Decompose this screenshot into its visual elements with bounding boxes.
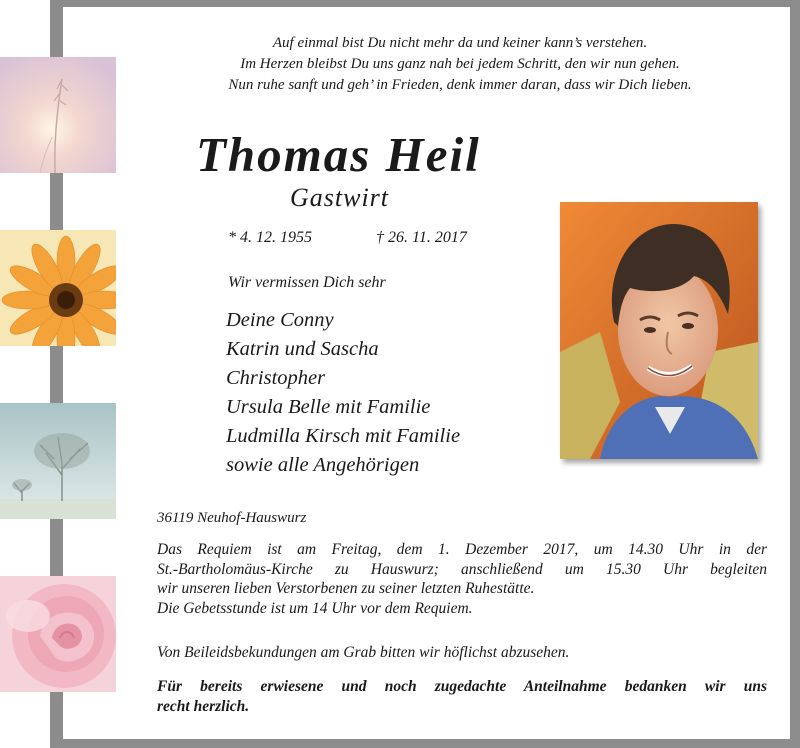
family-list [226,306,460,480]
family-member: Ursula Belle mit Familie [226,396,431,418]
missed-line: Wir vermissen Dich sehr [228,274,386,291]
poem [150,33,770,96]
requiem-line: St.-Bartholomäus-Kirche zu Hauswurz; anschließend um 15.30 Uhr begleiten [157,560,767,578]
death-date: † 26. 11. 2017 [376,229,467,246]
pink-rose-image [0,576,116,692]
poem-line: Auf einmal bist Du nicht mehr da und keiner kann’s verstehen. [272,35,648,51]
portrait-photo [560,202,758,459]
residence: 36119 Neuhof-Hauswurz [157,510,307,526]
occupation: Gastwirt [290,183,390,212]
frame-bottom [50,739,800,748]
family-member: sowie alle Angehörigen [226,454,420,476]
poem-line: Im Herzen bleibst Du uns ganz nah bei jedem Schritt, den wir nun gehen. [240,56,680,72]
requiem-line: Das Requiem ist am Freitag, dem 1. Dezember 2017, um 14.30 Uhr in der [157,541,767,558]
deceased-name: Thomas Heil [196,127,481,182]
foggy-trees-image [0,403,116,519]
requiem-line: Die Gebetsstunde ist um 14 Uhr vor dem Requiem. [157,599,473,617]
sunflower-image [0,230,116,346]
requiem-line: wir unseren lieben Verstorbenen zu seiner letzten Ruhestätte. [157,580,535,597]
family-member: Christopher [226,367,326,389]
frame-top [50,0,800,7]
family-member: Ludmilla Kirsch mit Familie [226,425,461,447]
requiem-text [157,540,767,618]
thanks-line: Für bereits erwiesene und noch zugedachte Anteilnahme bedanken wir uns [157,678,767,695]
family-member: Deine Conny [226,309,334,331]
sunset-grass-image [0,57,116,173]
birth-date: * 4. 12. 1955 [228,229,312,246]
family-member: Katrin und Sascha [226,338,379,360]
poem-line: Nun ruhe sanft und geh’ in Frieden, denk immer daran, dass wir Dich lieben. [228,77,692,93]
thanks-text [157,677,767,717]
frame-right [790,0,800,748]
condolences-note: Von Beileidsbekundungen am Grab bitten wir höflichst abzusehen. [157,644,570,661]
thanks-line: recht herzlich. [157,698,250,715]
